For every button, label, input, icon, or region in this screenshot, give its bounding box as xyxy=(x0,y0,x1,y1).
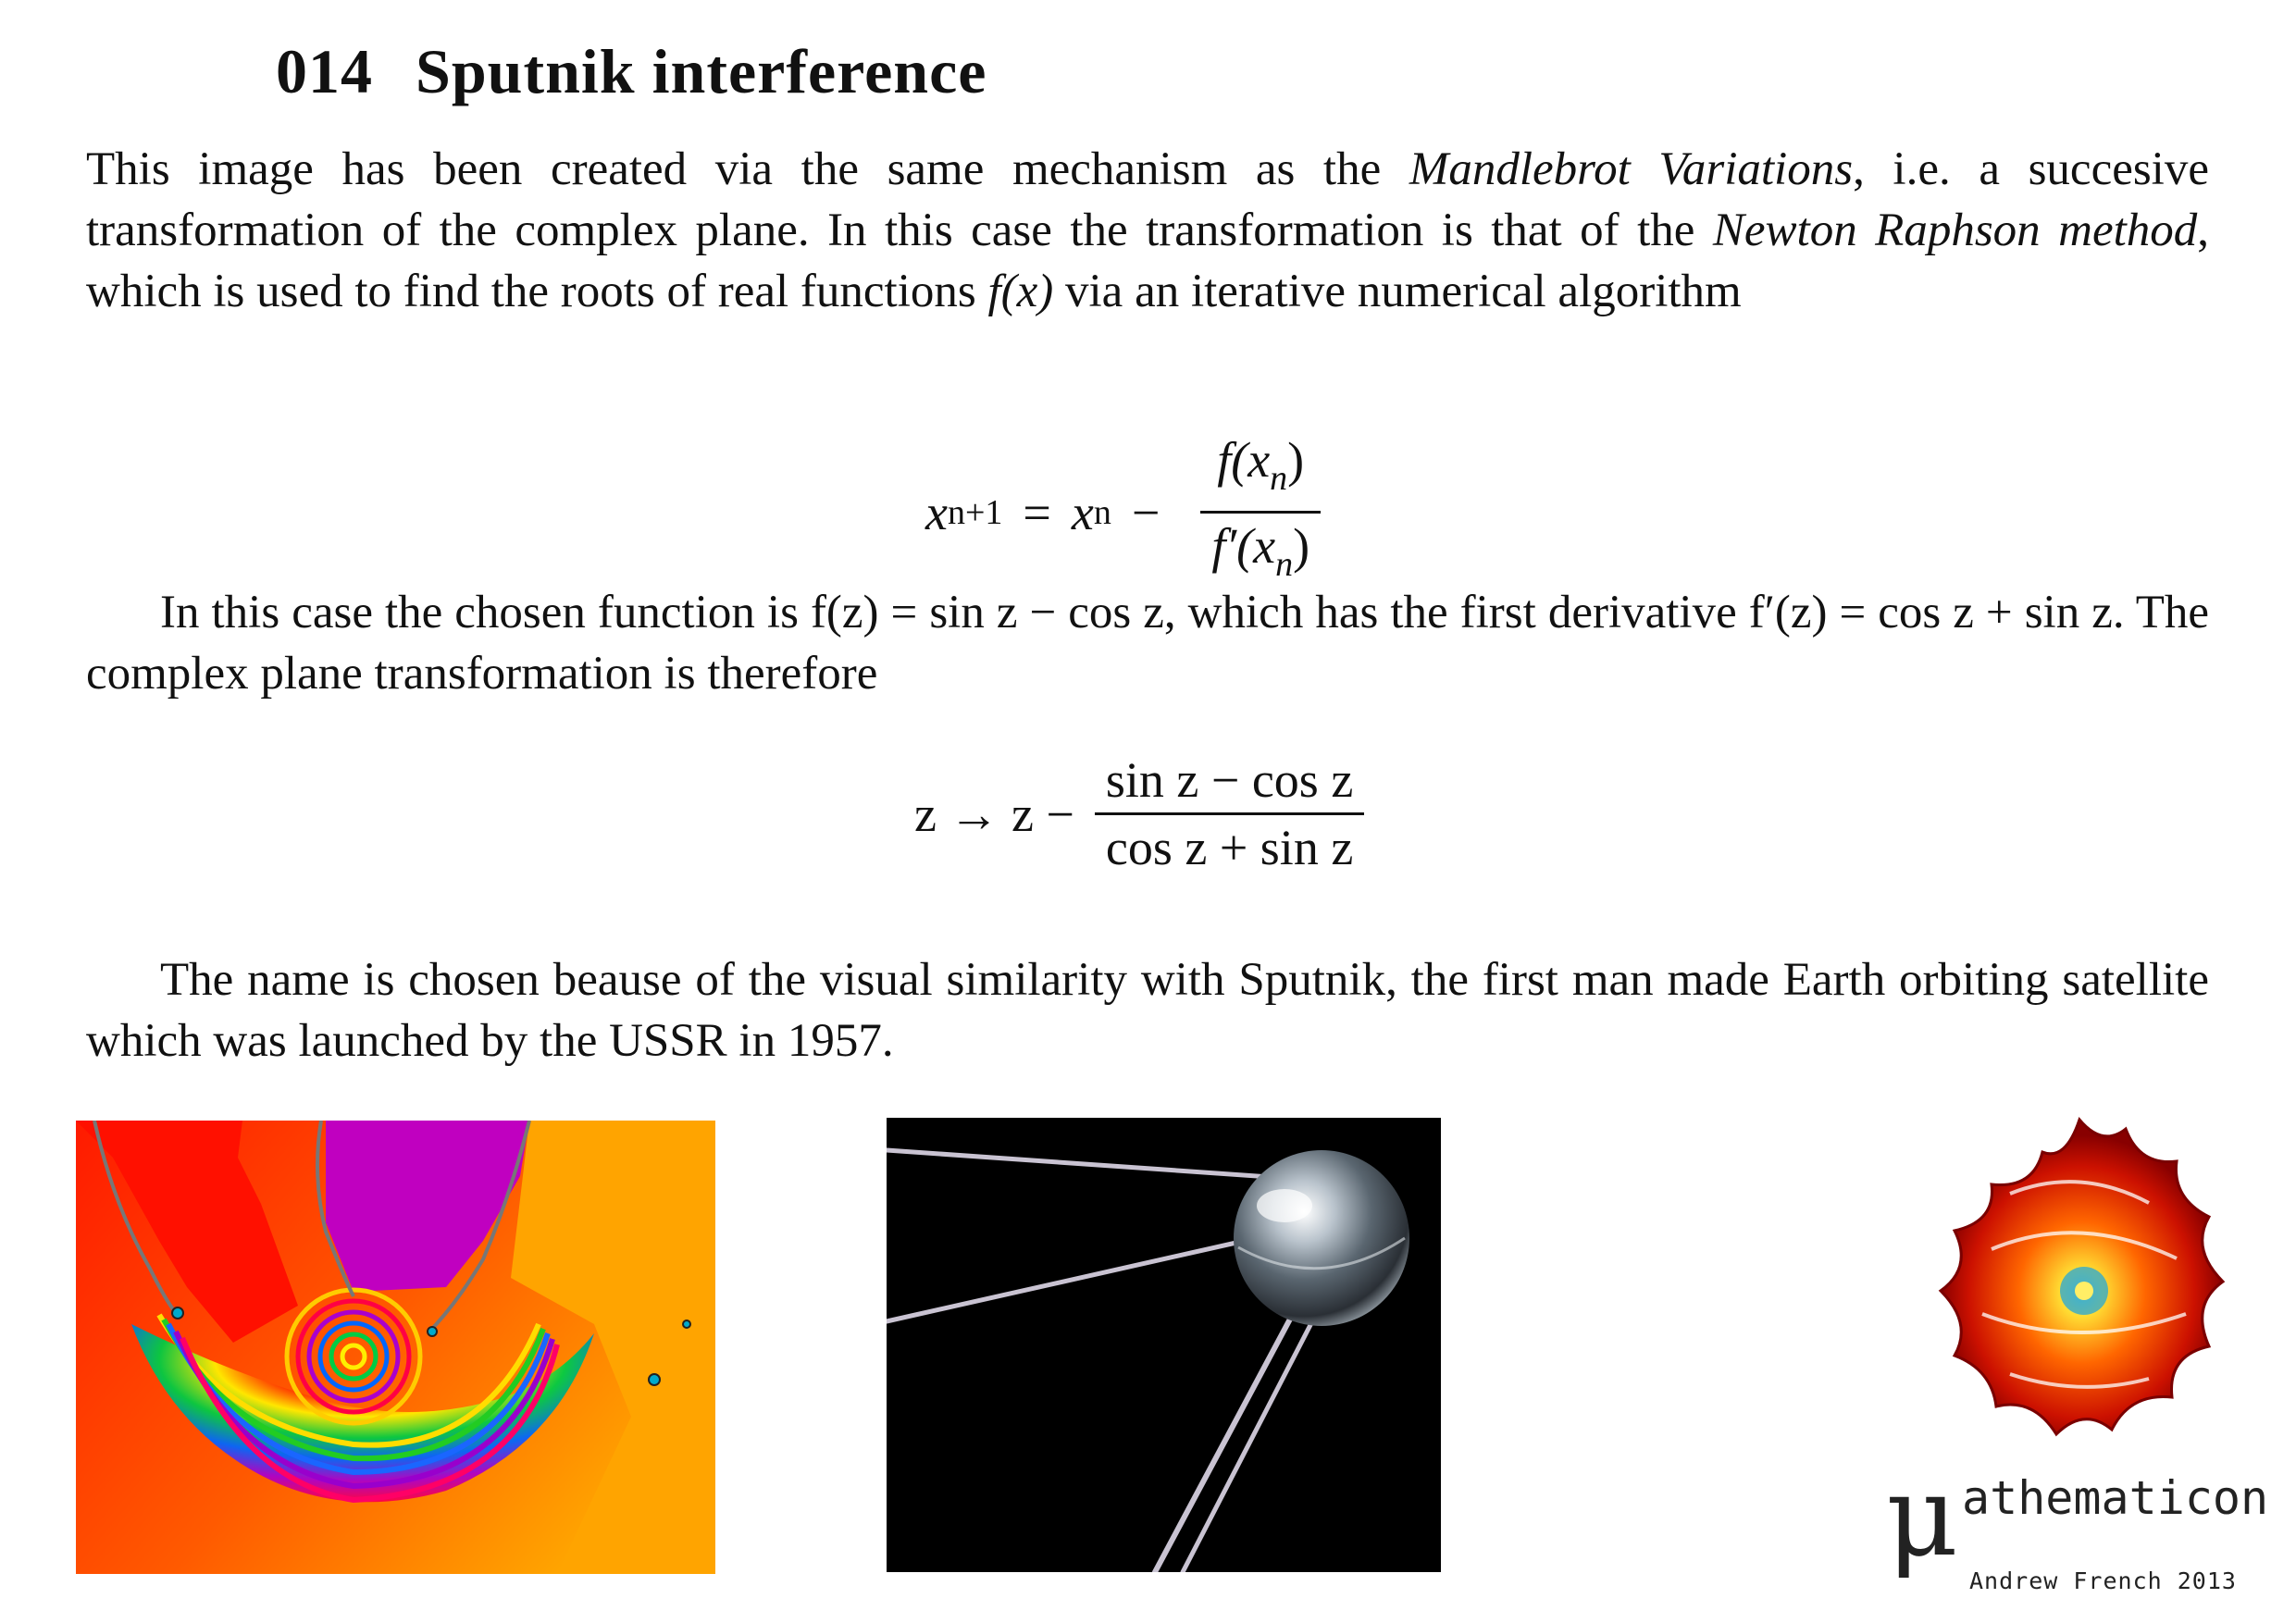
eq1-fraction xyxy=(1200,427,1321,597)
transformation-equation xyxy=(914,748,1364,880)
eq2-lhs: z → z − xyxy=(914,786,1074,842)
intro-text-2: , i.e. a succesive transformation of the complex plane. In this case the transformation is that of the xyxy=(86,143,2209,256)
func-text-1: In this case the chosen function is xyxy=(160,587,811,638)
eq1-minus: − xyxy=(1131,484,1160,540)
page-title xyxy=(276,35,987,108)
intro-text-1: This image has been created via the same mechanism as the xyxy=(86,143,1409,195)
eq2-numerator: sin z − cos z xyxy=(1105,752,1354,808)
eq2-denominator: cos z + sin z xyxy=(1105,820,1354,875)
func-text-2: , which has the first derivative xyxy=(1163,587,1749,638)
newton-fractal-image xyxy=(76,1121,715,1574)
eq1-num-text: f(x xyxy=(1217,432,1271,488)
author-credit: Andrew French 2013 xyxy=(1969,1567,2237,1594)
name-paragraph: The name is chosen beause of the visual similarity with Sputnik, the first man made Earth orbiting satellite which was launched by the USSR in 1957. xyxy=(86,954,2209,1067)
eq1-den-sub: n xyxy=(1275,545,1294,584)
intro-text-4: via an iterative numerical algorithm xyxy=(1053,266,1742,317)
func-math-fz: f(z) = sin z − cos z xyxy=(810,587,1164,638)
mu-symbol: μ xyxy=(1886,1453,1958,1581)
title-number: 014 xyxy=(276,36,373,106)
eq1-lhs-var: x xyxy=(925,484,948,540)
eq1-numerator xyxy=(1206,427,1315,511)
eq1-num-sub: n xyxy=(1270,459,1288,498)
sputnik-photo xyxy=(887,1118,1441,1572)
intro-emph-mandlebrot: Mandlebrot Variations xyxy=(1409,143,1854,195)
eq1-equals: = xyxy=(1023,484,1051,540)
intro-emph-newton: Newton Raphson method xyxy=(1712,204,2198,256)
intro-paragraph xyxy=(86,139,2209,322)
eq2-fraction xyxy=(1095,748,1364,880)
eq1-den-text: f′(x xyxy=(1211,518,1276,574)
intro-text-3: , which is used to find the roots of real functions xyxy=(86,204,2209,317)
eq1-rhs-var: x xyxy=(1071,484,1094,540)
func-math-derivative: f′(z) = cos z + sin z xyxy=(1748,587,2113,638)
brand-word: athematicon xyxy=(1962,1471,2269,1525)
newton-raphson-equation xyxy=(925,427,1321,597)
eq1-den-close: ) xyxy=(1293,518,1310,574)
eq1-lhs-sub: n+1 xyxy=(947,492,1003,532)
intro-math-fx: f(x) xyxy=(987,266,1054,317)
function-paragraph xyxy=(86,582,2209,704)
eq1-num-close: ) xyxy=(1287,432,1305,488)
title-text: Sputnik interference xyxy=(416,36,987,106)
func-text-3: . The complex plane transformation is therefore xyxy=(86,587,2210,700)
eq1-rhs-sub: n xyxy=(1093,492,1111,532)
mathematicon-logo xyxy=(1927,1110,2232,1481)
